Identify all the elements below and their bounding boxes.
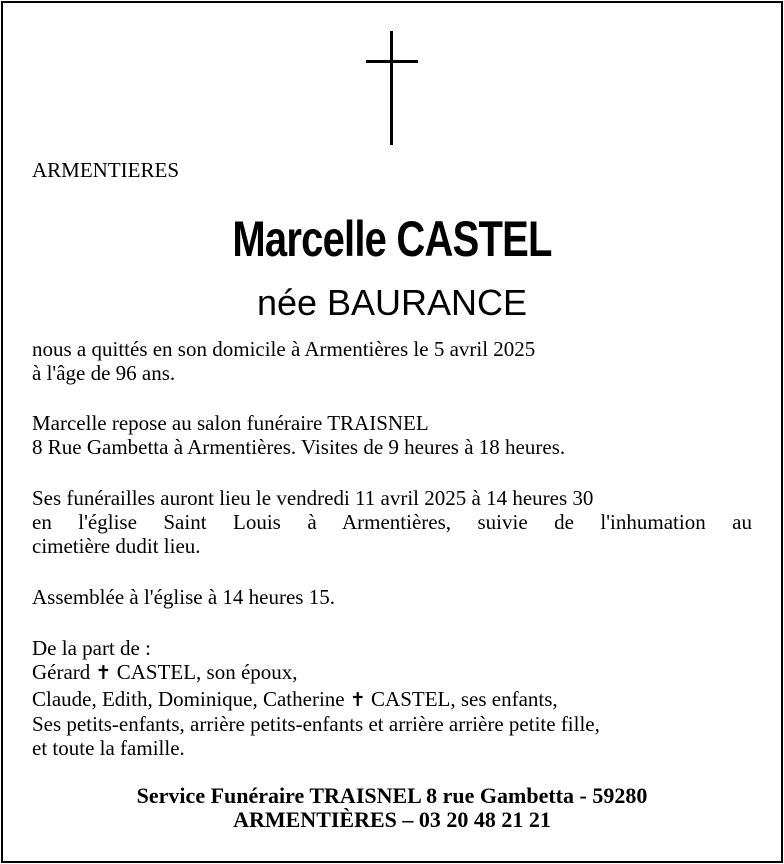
children-surname: CASTEL, ses enfants, (371, 687, 558, 711)
grandchildren-line: Ses petits-enfants, arrière petits-enfants et arrière arrière petite fille, (32, 712, 600, 736)
family-intro: De la part de : (32, 636, 151, 660)
funeral-home-line: Marcelle repose au salon funéraire TRAISNEL (32, 411, 429, 435)
children-line (32, 687, 558, 712)
children-names: Claude, Edith, Dominique, Catherine (32, 687, 345, 711)
family-closing-line: et toute la famille. (32, 736, 185, 760)
deceased-cross-icon: ✝ (95, 662, 112, 684)
funeral-service-name: Service Funéraire TRAISNEL 8 rue Gambetta - 59280 (136, 783, 648, 808)
death-notice-line: nous a quittés en son domicile à Armentières le 5 avril 2025 (32, 337, 536, 361)
church-line: en l'église Saint Louis à Armentières, suivie de l'inhumation au (32, 510, 752, 534)
funeral-date-line: Ses funérailles auront lieu le vendredi 11 avril 2025 à 14 heures 30 (32, 486, 594, 510)
deceased-cross-icon: ✝ (349, 689, 366, 711)
age-line: à l'âge de 96 ans. (32, 361, 176, 385)
spouse-line (32, 660, 298, 685)
city-heading: ARMENTIERES (32, 158, 179, 182)
cross-horizontal-bar (366, 60, 418, 63)
latin-cross-icon (366, 31, 418, 145)
assembly-line: Assemblée à l'église à 14 heures 15. (32, 585, 335, 609)
visits-line: 8 Rue Gambetta à Armentières. Visites de 9 heures à 18 heures. (32, 435, 566, 459)
spouse-surname: CASTEL, son époux, (116, 660, 298, 684)
funeral-service-contact: ARMENTIÈRES – 03 20 48 21 21 (233, 807, 551, 832)
cross-vertical-bar (390, 31, 393, 145)
maiden-name: née BAURANCE (256, 282, 528, 323)
cemetery-line: cimetière dudit lieu. (32, 534, 201, 558)
spouse-first-name: Gérard (32, 660, 91, 684)
deceased-name: Marcelle CASTEL (232, 211, 552, 267)
